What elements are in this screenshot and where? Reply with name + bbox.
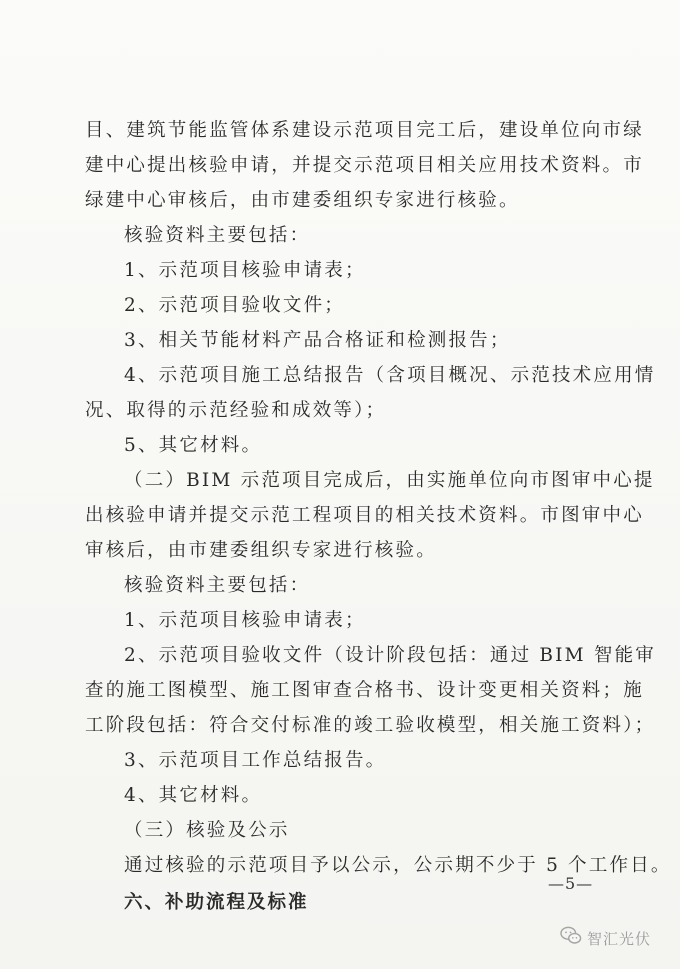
wechat-icon	[560, 926, 582, 950]
paragraph-line: 出核验申请并提交示范工程项目的相关技术资料。市图审中心	[85, 505, 644, 526]
page-number: —5—	[548, 874, 594, 893]
paragraph-line: 查的施工图模型、施工图审查合格书、设计变更相关资料；施	[85, 680, 644, 701]
paragraph-line: 核验资料主要包括：	[124, 575, 311, 596]
paragraph-line: 审核后，由市建委组织专家进行核验。	[85, 540, 437, 561]
list-item: 5、其它材料。	[124, 435, 263, 456]
paragraph-line: 通过核验的示范项目予以公示，公示期不少于 5 个工作日。	[124, 855, 672, 876]
list-item: 2、示范项目验收文件（设计阶段包括：通过 BIM 智能审	[124, 645, 656, 666]
list-item: 2、示范项目验收文件；	[124, 295, 345, 316]
list-item: 4、示范项目施工总结报告（含项目概况、示范技术应用情	[124, 365, 656, 386]
list-item: 1、示范项目核验申请表；	[124, 260, 366, 281]
paragraph-line: 建中心提出核验申请，并提交示范项目相关应用技术资料。市	[85, 155, 644, 176]
list-item: 1、示范项目核验申请表；	[124, 610, 366, 631]
list-item: 4、其它材料。	[124, 785, 263, 806]
watermark-label: 智汇光伏	[587, 929, 652, 948]
paragraph-line: 核验资料主要包括：	[124, 225, 311, 246]
section-heading: 六、补助流程及标准	[124, 892, 309, 913]
paragraph-line: 绿建中心审核后，由市建委组织专家进行核验。	[85, 190, 520, 211]
list-item: 3、相关节能材料产品合格证和检测报告；	[124, 330, 511, 351]
paragraph-line: 况、取得的示范经验和成效等）；	[85, 400, 387, 421]
watermark	[560, 926, 651, 950]
paragraph-line: 工阶段包括：符合交付标准的竣工验收模型，相关施工资料）；	[85, 715, 656, 736]
subsection-line: （二）BIM 示范项目完成后，由实施单位向市图审中心提	[124, 470, 655, 491]
list-item: 3、示范项目工作总结报告。	[124, 750, 387, 771]
subsection-heading: （三）核验及公示	[124, 820, 290, 841]
paragraph-line: 目、建筑节能监管体系建设示范项目完工后，建设单位向市绿	[85, 120, 644, 141]
